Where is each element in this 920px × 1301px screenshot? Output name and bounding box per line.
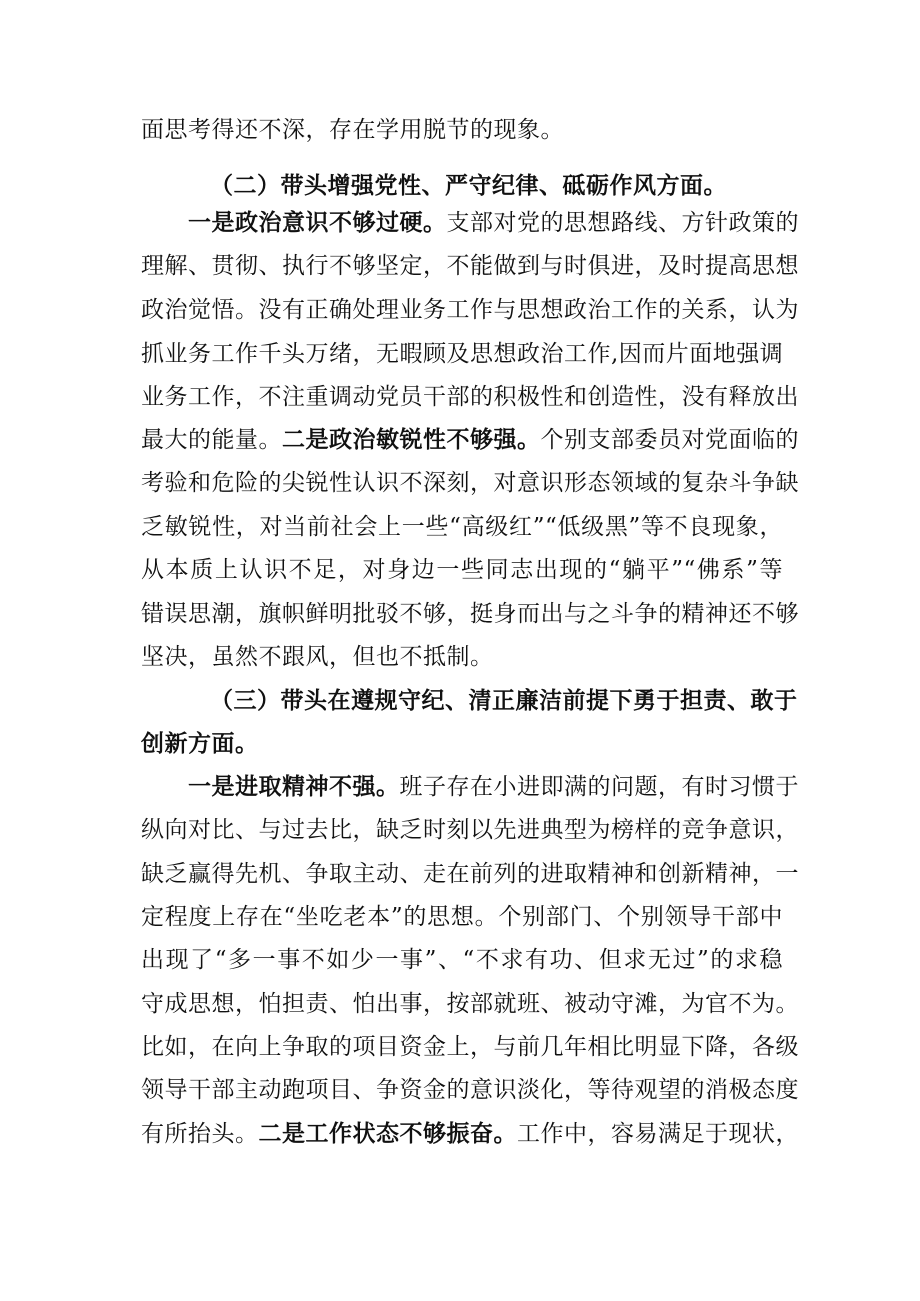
- heading-text: （二）带头增强党性、严守纪律、砥砺作风方面。: [210, 172, 727, 199]
- line-text: 乏敏锐性，对当前社会上一些“高级红”“低级黑”等不良现象，: [141, 514, 783, 540]
- line-text: 领导干部主动跑项目、争资金的意识淡化，等待观望的消极态度: [141, 1077, 799, 1103]
- paragraph-line: [141, 1070, 799, 1110]
- line-text: 缺乏赢得先机、争取主动、走在前列的进取精神和创新精神，一: [141, 861, 799, 887]
- paragraph-line: [141, 637, 783, 677]
- paragraph-line: [141, 984, 799, 1024]
- line-text: 错误思潮，旗帜鲜明批驳不够，挺身而出与之斗争的精神还不够: [141, 601, 799, 627]
- paragraph-line: [141, 463, 799, 503]
- line-text: 守成思想，怕担责、怕出事，按部就班、被动守滩，为官不为。: [141, 991, 799, 1017]
- heading-text: 创新方面。: [141, 730, 259, 757]
- line-text: 面思考得还不深，存在学用脱节的现象。: [141, 117, 564, 143]
- line-text: 支部对党的思想路线、方针政策的: [446, 210, 799, 236]
- point-title: 二是政治敏锐性不够强。: [282, 426, 541, 453]
- line-text: 出现了“多一事不如少一事”、“不求有功、但求无过”的求稳: [141, 947, 783, 973]
- paragraph-line: [188, 203, 799, 243]
- paragraph-line: [141, 1114, 799, 1154]
- line-text: 从本质上认识不足，对身边一些同志出现的“躺平”“佛系”等: [141, 557, 783, 583]
- line-text: 考验和危险的尖锐性认识不深刻，对意识形态领域的复杂斗争缺: [141, 470, 799, 496]
- paragraph-line: [141, 897, 783, 937]
- paragraph-line: [141, 810, 799, 850]
- line-text: 业务工作，不注重调动党员干部的积极性和创造性，没有释放出: [141, 384, 799, 410]
- paragraph-line: [141, 420, 799, 460]
- line-text: 纵向对比、与过去比，缺乏时刻以先进典型为榜样的竞争意识，: [141, 817, 799, 843]
- paragraph-line: [141, 507, 783, 547]
- heading-text: （三）带头在遵规守纪、清正廉洁前提下勇于担责、敢于: [210, 687, 798, 714]
- section-heading-3-continued: [141, 724, 783, 764]
- paragraph-line: [141, 110, 783, 150]
- paragraph-line: [141, 854, 799, 894]
- line-text: 理解、贯彻、执行不够坚定，不能做到与时俱进，及时提高思想: [141, 253, 799, 279]
- point-title: 一是政治意识不够过硬。: [188, 209, 447, 236]
- line-text: 定程度上存在“坐吃老本”的思想。个别部门、个别领导干部中: [141, 904, 783, 930]
- paragraph-line: [141, 377, 799, 417]
- line-text: 工作中，容易满足于现状，: [517, 1121, 799, 1147]
- paragraph-line: [141, 334, 783, 374]
- section-heading-3: [210, 681, 798, 721]
- paragraph-line: [141, 550, 783, 590]
- paragraph-line: [141, 1027, 799, 1067]
- section-heading-2: [210, 166, 783, 206]
- line-text: 有所抬头。: [141, 1121, 259, 1147]
- line-text: 班子存在小进即满的问题，有时习惯于: [399, 774, 799, 800]
- paragraph-line: [141, 290, 799, 330]
- line-text: 个别支部委员对党面临的: [540, 427, 799, 453]
- line-text: 比如，在向上争取的项目资金上，与前几年相比明显下降，各级: [141, 1034, 799, 1060]
- line-text: 最大的能量。: [141, 427, 282, 453]
- line-text: 政治觉悟。没有正确处理业务工作与思想政治工作的关系，认为: [141, 297, 799, 323]
- paragraph-line: [188, 767, 799, 807]
- line-text: 抓业务工作千头万绪，无暇顾及思想政治工作,因而片面地强调: [141, 341, 784, 367]
- line-text: 坚决，虽然不跟风，但也不抵制。: [141, 644, 494, 670]
- paragraph-line: [141, 594, 799, 634]
- paragraph-line: [141, 246, 799, 286]
- paragraph-line: [141, 940, 783, 980]
- point-title: 一是进取精神不强。: [188, 773, 400, 800]
- point-title: 二是工作状态不够振奋。: [258, 1120, 517, 1147]
